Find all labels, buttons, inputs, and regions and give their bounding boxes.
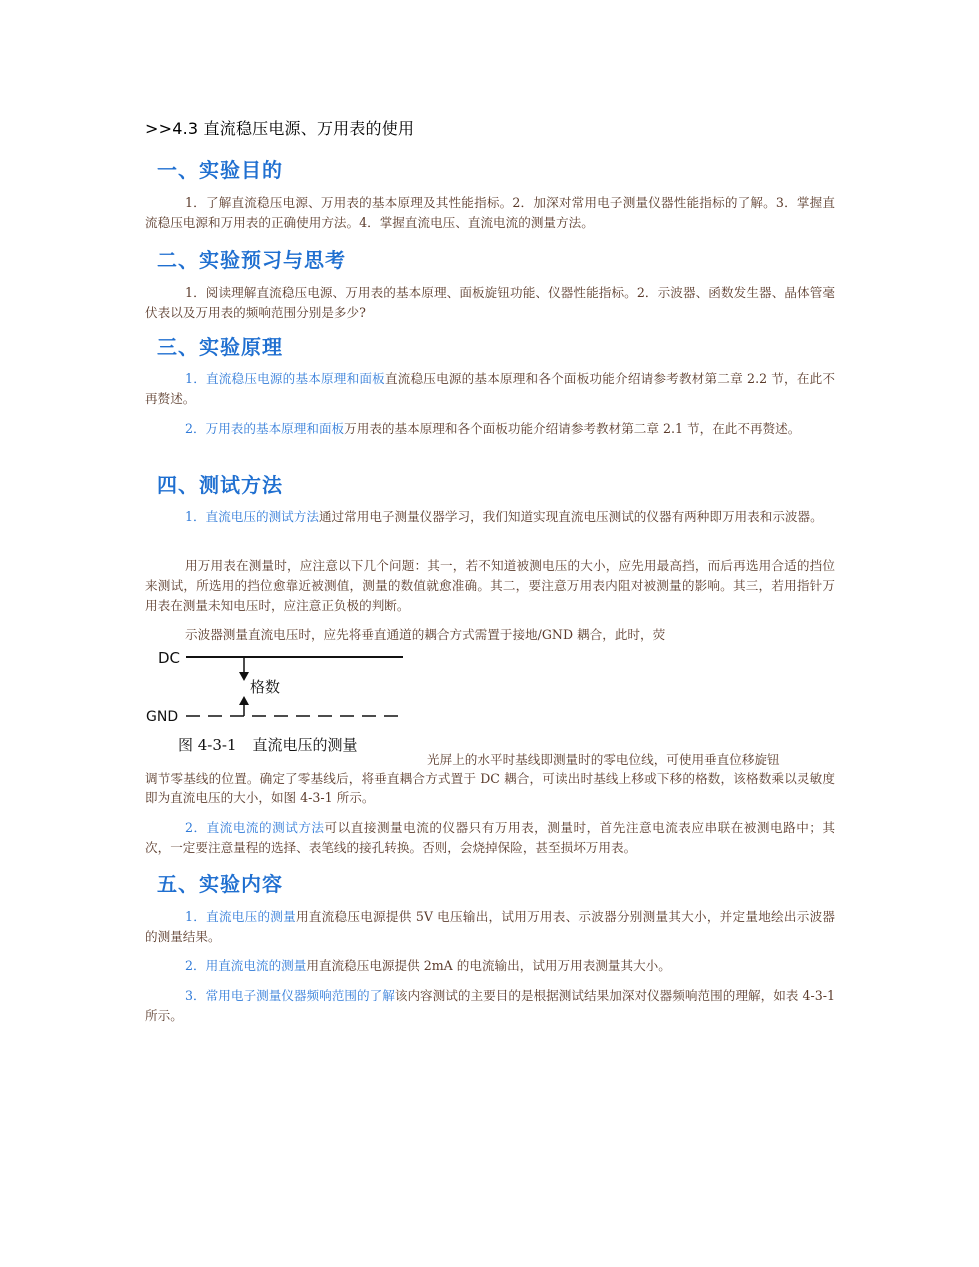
- heading-preview: 二、实验预习与思考: [157, 248, 346, 272]
- paragraph-purpose: 1．了解直流稳压电源、万用表的基本原理及其性能指标。2．加深对常用电子测量仪器性能指标的了解。3．掌握直流稳压电源和万用表的正确使用方法。4．掌握直流电压、直流电流的测量方法。: [145, 195, 835, 230]
- highlight-text: 3．常用电子测量仪器频响范围的了解: [185, 988, 395, 1003]
- paragraph-preview: 1．阅读理解直流稳压电源、万用表的基本原理、面板旋钮功能、仪器性能指标。2．示波器、函数发生器、晶体管毫伏表以及万用表的频响范围分别是多少?: [145, 285, 835, 320]
- paragraph-method-3-continued: 光屏上的水平时基线即测量时的零电位线，可使用垂直位移旋钮: [427, 752, 780, 767]
- gnd-label: GND: [146, 709, 179, 725]
- section-breadcrumb: >>4.3 直流稳压电源、万用表的使用: [145, 119, 415, 138]
- paragraph-method-3: 示波器测量直流电压时，应先将垂直通道的耦合方式需置于接地/GND 耦合，此时，荧: [185, 627, 666, 642]
- highlight-text: 1．直流稳压电源的基本原理和面板: [185, 371, 385, 386]
- highlight-text: 1．直流电压的测试方法: [185, 509, 319, 524]
- body-text: 万用表的基本原理和各个面板功能介绍请参考教材第二章 2.1 节，在此不再赘述。: [344, 421, 801, 436]
- dc-label: DC: [158, 649, 181, 667]
- paragraph-method-4: [145, 818, 835, 858]
- highlight-text: 2．用直流电流的测量: [185, 958, 307, 973]
- heading-purpose: 一、实验目的: [157, 158, 283, 182]
- paragraph-content-2: [145, 956, 835, 976]
- highlight-text: 1．直流电压的测量: [185, 909, 296, 924]
- paragraph-principle-2: [145, 419, 835, 439]
- paragraph-principle-1: [145, 369, 835, 409]
- divisions-label: 格数: [250, 678, 281, 696]
- paragraph-content-3: [145, 986, 835, 1026]
- heading-principle: 三、实验原理: [157, 335, 283, 359]
- paragraph-method-3-rest: 调节零基线的位置。确定了零基线后，将垂直耦合方式置于 DC 耦合，可读出时基线上移或下移的格数，该格数乘以灵敏度即为直流电压的大小，如图 4-3-1 所示。: [145, 771, 835, 805]
- body-text: 可以直接测量电流的仪器只有万用表，测量时，首先注意电流表应串联在被测电路中；其次，一定要注意量程的选择、表笔线的接孔转换。否则，会烧掉保险，甚至损坏万用表。: [145, 820, 836, 855]
- body-text: 用直流稳压电源提供 2mA 的电流输出，试用万用表测量其大小。: [306, 958, 671, 973]
- highlight-text: 2．直流电流的测试方法: [185, 820, 325, 835]
- body-text: 用直流稳压电源提供 5V 电压输出，试用万用表、示波器分别测量其大小，并定量地绘出示波器的测量结果。: [145, 909, 835, 944]
- body-text: 该内容测试的主要目的是根据测试结果加深对仪器频响范围的理解，如表 4-3-1 所示。: [145, 988, 835, 1023]
- highlight-text: 2．万用表的基本原理和面板: [185, 421, 345, 436]
- heading-method: 四、测试方法: [157, 473, 283, 497]
- paragraph-content-1: [145, 907, 835, 947]
- body-text: 直流稳压电源的基本原理和各个面板功能介绍请参考教材第二章 2.2 节，在此不再赘述。: [145, 371, 835, 406]
- paragraph-method-2: 用万用表在测量时，应注意以下几个问题：其一，若不知道被测电压的大小，应先用最高挡，而后再选用合适的挡位来测试，所选用的挡位愈靠近被测值，测量的数值就愈准确。其二，要注意万用表内阻对被测量的影响。其三，若用指针万用表在测量未知电压时，应注意正负极的判断。: [145, 558, 835, 613]
- down-arrow-head: [239, 672, 249, 681]
- heading-content: 五、实验内容: [157, 872, 283, 896]
- figure-title: 直流电压的测量: [252, 736, 358, 754]
- paragraph-method-1: [145, 507, 835, 527]
- figure-caption: [178, 734, 358, 755]
- figure-number: 图 4-3-1: [178, 736, 237, 754]
- body-text: 通过常用电子测量仪器学习，我们知道实现直流电压测试的仪器有两种即万用表和示波器。: [318, 509, 823, 524]
